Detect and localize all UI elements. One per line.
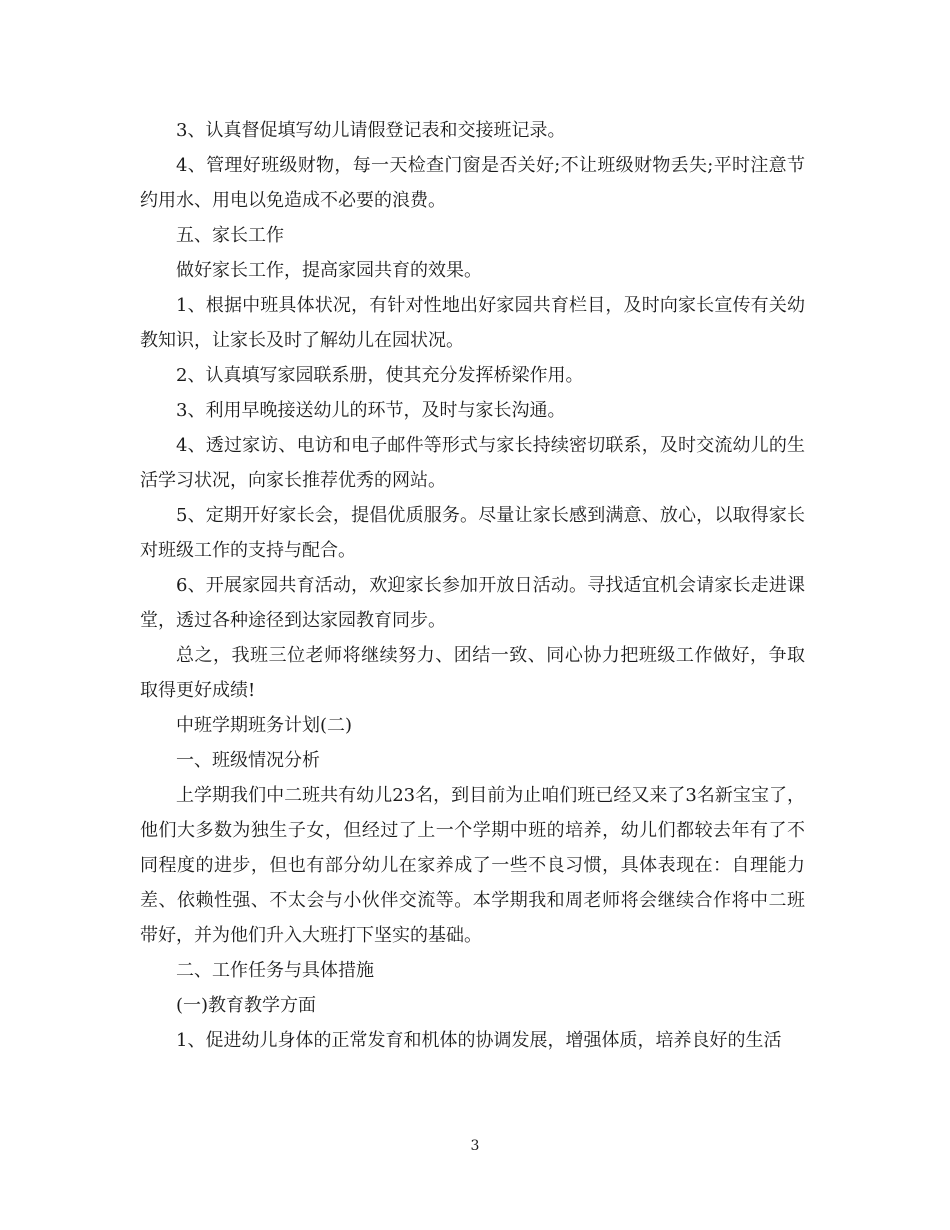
section-heading-tasks: 二、工作任务与具体措施 xyxy=(176,960,374,981)
paragraph-2: 4、管理好班级财物，每一天检查门窗是否关好;不让班级财物丢失;平时注意节约用水、用电以免造成不必要的浪费。 xyxy=(140,155,805,211)
document-subtitle: 中班学期班务计划(二) xyxy=(176,715,353,736)
paragraph-1: 3、认真督促填写幼儿请假登记表和交接班记录。 xyxy=(176,120,566,141)
section-heading-parent-work: 五、家长工作 xyxy=(176,225,284,246)
paragraph-7: 4、透过家访、电访和电子邮件等形式与家长持续密切联系，及时交流幼儿的生活学习状况，向家长推荐优秀的网站。 xyxy=(140,435,805,491)
document-body xyxy=(140,113,805,1058)
paragraph-5: 2、认真填写家园联系册，使其充分发挥桥梁作用。 xyxy=(176,365,584,386)
paragraph-4: 1、根据中班具体状况，有针对性地出好家园共育栏目，及时向家长宣传有关幼教知识，让家长及时了解幼儿在园状况。 xyxy=(140,295,805,351)
paragraph-3: 做好家长工作，提高家园共育的效果。 xyxy=(176,260,482,281)
paragraph-class-analysis: 上学期我们中二班共有幼儿23名，到目前为止咱们班已经又来了3名新宝宝了，他们大多数为独生子女，但经过了上一个学期中班的培养，幼儿们都较去年有了不同程度的进步，但也有部分幼儿在家养成了一些不良习惯，具体表现在：自理能力差、依赖性强、不太会与小伙伴交流等。本学期我和周老师将会继续合作将中二班带好，并为他们升入大班打下坚实的基础。 xyxy=(140,785,805,946)
paragraph-9: 6、开展家园共育活动，欢迎家长参加开放日活动。寻找适宜机会请家长走进课堂，透过各种途径到达家园教育同步。 xyxy=(140,575,805,631)
section-heading-class-analysis: 一、班级情况分析 xyxy=(176,750,320,771)
paragraph-teaching-1: 1、促进幼儿身体的正常发育和机体的协调发展，增强体质，培养良好的生活 xyxy=(176,1030,782,1051)
page-number: 3 xyxy=(470,1138,480,1154)
paragraph-summary: 总之，我班三位老师将继续努力、团结一致、同心协力把班级工作做好，争取取得更好成绩! xyxy=(140,645,805,701)
paragraph-6: 3、利用早晚接送幼儿的环节，及时与家长沟通。 xyxy=(176,400,566,421)
paragraph-8: 5、定期开好家长会，提倡优质服务。尽量让家长感到满意、放心，以取得家长对班级工作的支持与配合。 xyxy=(140,505,805,561)
subsection-heading-teaching: (一)教育教学方面 xyxy=(176,995,317,1016)
